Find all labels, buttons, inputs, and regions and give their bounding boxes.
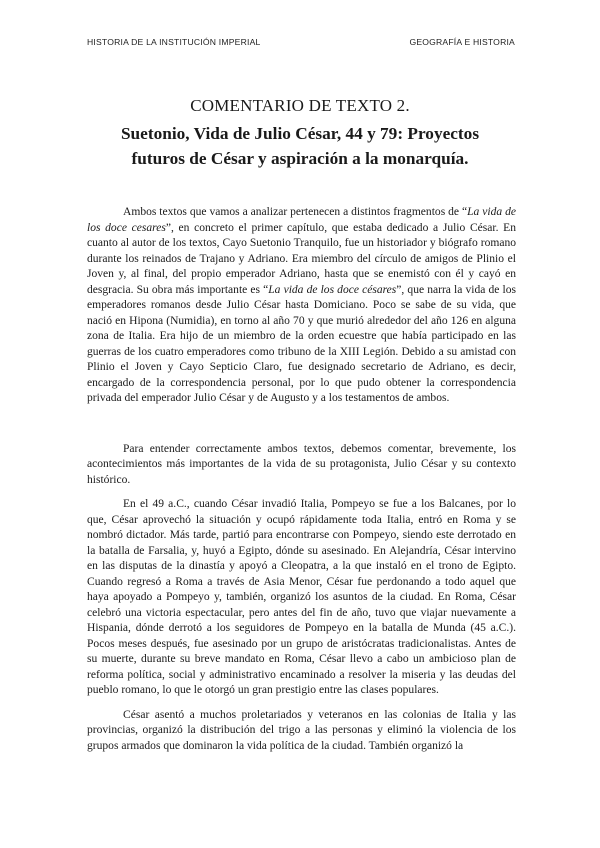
document-title: COMENTARIO DE TEXTO 2. — [190, 96, 410, 115]
running-header — [87, 37, 515, 47]
document-subtitle: Suetonio, Vida de Julio César, 44 y 79: Proyectos futuros de César y aspiración a la monarquía. — [120, 124, 480, 168]
header-left: HISTORIA DE LA INSTITUCIÓN IMPERIAL — [87, 37, 261, 47]
paragraph-3: En el 49 a.C., cuando César invadió Italia, Pompeyo se fue a los Balcanes, por lo que, César aprovechó la situación y ocupó rápidamente toda Italia, entró en Roma y se nombró dictador. Más tarde, partió para encontrarse con Pompeyo, siendo este derrotado en la batalla de Farsalia, y, huyó a Egipto, dónde su asesinado. En Alejandría, César intervino en las disputas de la dinastía y apoyó a Cleopatra, a la que instaló en el trono de Egipto. Cuando regresó a Roma a través de Asia Menor, César fue perdonando a todo aquel que haya apoyado a Pompeyo y, también, organizó los asuntos de la ciudad. En Roma, César celebró una victoria espectacular, pero antes del fin de año, tuvo que viajar nuevamente a Hispania, dónde derrotó a los seguidores de Pompeyo en la batalla de Munda (45 a.C.). Pocos meses después, fue asesinado por un grupo de aristócratas tradicionalistas. Antes de su muerte, durante su breve mandato en Roma, César llevo a cabo un ambicioso plan de reforma política, social y administrativo encaminado a resolver la miseria y las deudas del pueblo romano, lo que le otorgó un gran prestigio entre las clases populares. — [87, 498, 516, 696]
paragraph-2: Para entender correctamente ambos textos, debemos comentar, brevemente, los acontecimientos más importantes de la vida de su protagonista, Julio César y su contexto histórico. — [87, 442, 516, 486]
paragraph-1: Ambos textos que vamos a analizar pertenecen a distintos fragmentos de “La vida de los doce cesares”, en concreto el primer capítulo, que estaba dedicado a Julio César. En cuanto al autor de los textos, Cayo Suetonio Tranquilo, fue un historiador y biógrafo romano durante los reinados de Trajano y Adriano. Era miembro del círculo de amigos de Plinio el Joven y, al final, del propio emperador Adriano, hasta que se enemistó con él y cayó en desgracia. Su obra más importante es “La vida de los doce césares”, que narra la vida de los emperadores romanos desde Julio César hasta Domiciano. Poco se sabe de su vida, que nació en Hipona (Numidia), en torno al año 70 y que murió alrededor del año 126 en alguna zona de Italia. Era hijo de un miembro de la orden ecuestre que había participado en las guerras de los cuatro emperadores como tribuno de la XIII Legión. Debido a su amistad con Plinio el Joven y Cayo Septicio Claro, fue designado secretario de Adriano, es decir, encargado de la correspondencia personal, por lo que pudo obtener la correspondencia privada del emperador Julio César y de Augusto y a los testamentos de ambos. — [87, 206, 517, 404]
book-title: La vida de los doce césares — [268, 283, 397, 296]
book-title: La vida de los doce cesares — [87, 206, 516, 234]
body-text — [87, 205, 516, 754]
header-right: GEOGRAFÍA E HISTORIA — [409, 37, 515, 47]
paragraph-4: César asentó a muchos proletariados y veteranos en las colonias de Italia y las provincias, organizó la distribución del trigo a las personas y eliminó la violencia de los grupos armados que dominaron la vida política de la ciudad. También organizó la — [87, 708, 516, 752]
